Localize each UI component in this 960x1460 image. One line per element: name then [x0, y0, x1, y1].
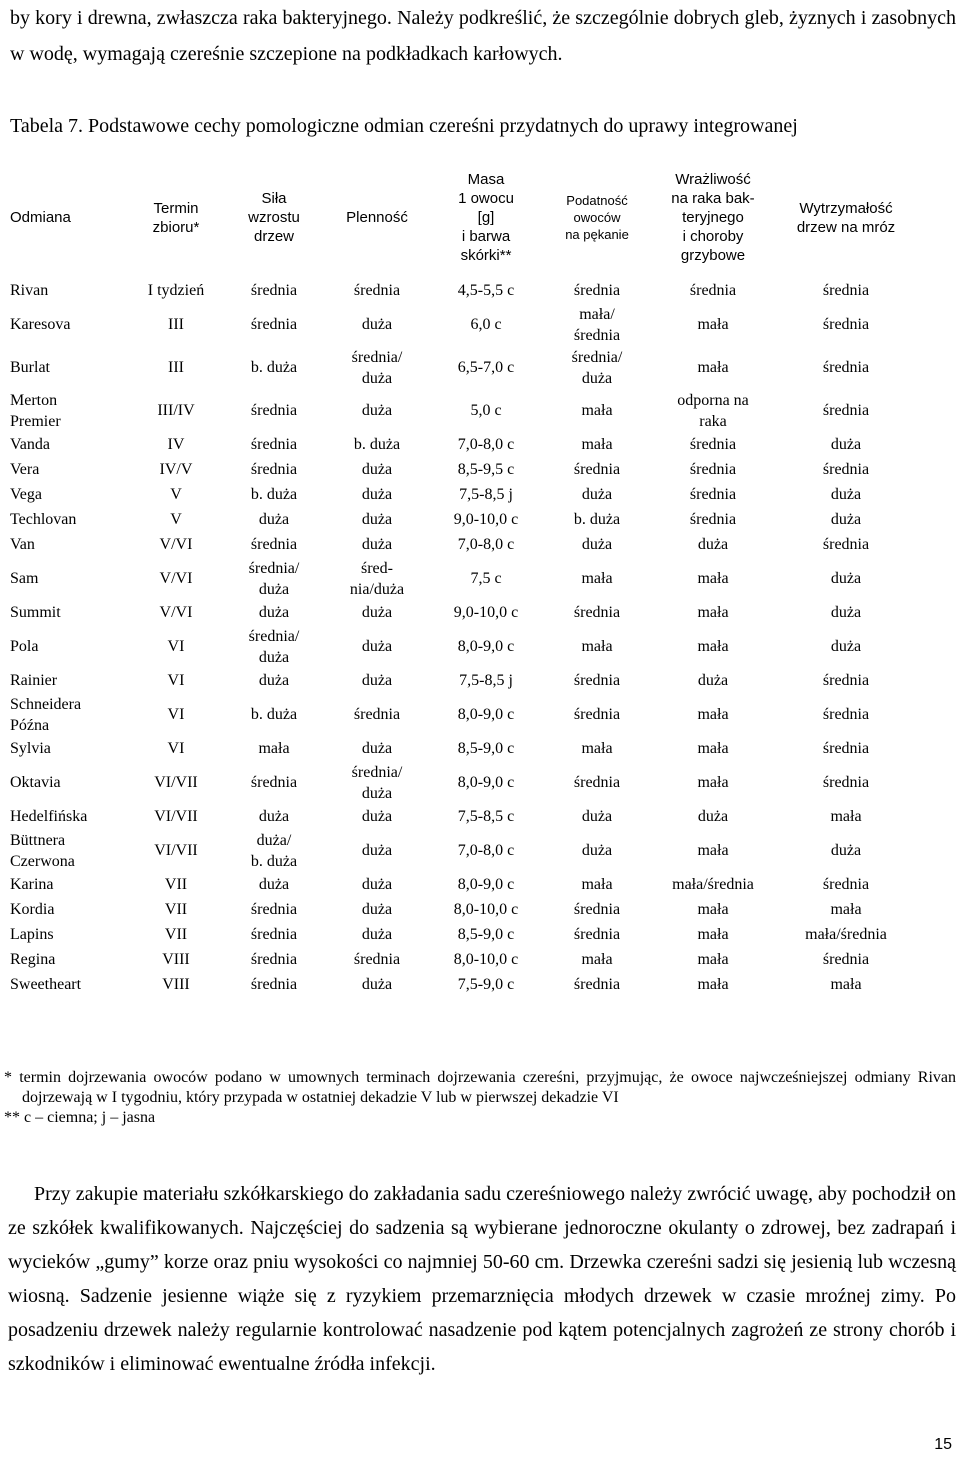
- table-cell: VII: [164, 876, 188, 893]
- table-cell: średnia/ duża: [351, 763, 403, 802]
- table-cell: mała/średnia: [672, 876, 754, 893]
- table-cell: średnia: [250, 976, 298, 993]
- table-cell: 7,0-8,0 c: [457, 536, 515, 553]
- table-cell: duża: [361, 402, 393, 419]
- table-cell: mała: [697, 570, 729, 587]
- table-cell: duża: [361, 808, 393, 825]
- table-cell: 9,0-10,0 c: [453, 511, 519, 528]
- table-cell: duża: [361, 316, 393, 333]
- table-cell: 8,0-9,0 c: [457, 876, 515, 893]
- body-text: Przy zakupie materiału szkółkarskiego do zakładania sadu czereśniowego należy zwrócić uwagę, aby pochodził on ze szkółek kwalifikowanych. Najczęściej do sadzenia są wybierane jednoroczne okulanty o zdrowej, bez zadrapań i wycieków „gumy” korze oraz pniu wysokości co najmniej 50-60 cm. Drzewka czereśni sadzi się jesienią lub wczesną wiosną. Sadzenie jesienne wiąże się z ryzykiem przemarznięcia młodych drzewek w czasie mroźnej zimy. Po posadzeniu drzewek należy regularnie kontrolować nasadzenie pod kątem potencjalnych zagrożeń ze strony chorób i szkodników i eliminować ewentualne źródła infekcji.: [8, 1183, 956, 1375]
- table-cell: średnia: [689, 486, 737, 503]
- table-cell: duża: [830, 486, 862, 503]
- table-cell: 6,0 c: [470, 316, 502, 333]
- table-cell: średnia: [822, 740, 870, 757]
- variety-name-cell: Karesova: [10, 316, 71, 333]
- variety-name-cell: Sweetheart: [10, 976, 82, 993]
- body-paragraph: [8, 1177, 956, 1381]
- table-cell: duża: [258, 604, 290, 621]
- table-cell: VI: [167, 672, 185, 689]
- table-cell: mała: [581, 436, 613, 453]
- table-cell: 4,5-5,5 c: [457, 282, 515, 299]
- table-cell: średnia: [573, 604, 621, 621]
- table-cell: średnia: [573, 774, 621, 791]
- table-cell: IV: [167, 436, 185, 453]
- table-cell: VII: [164, 926, 188, 943]
- table-cell: 7,5-9,0 c: [457, 976, 515, 993]
- table-row: [8, 600, 918, 625]
- header-cell: Plenność: [346, 209, 408, 226]
- variety-name-cell: Van: [10, 536, 35, 553]
- variety-name-cell: Hedelfińska: [10, 808, 88, 825]
- table-cell: b. duża: [250, 486, 298, 503]
- footnote-term: * termin dojrzewania owoców podano w umownych terminach dojrzewania czereśni, przyjmując, że owoce najwcześniejszej odmiany Rivan dojrzewają w I tygodniu, który przypada w ostatniej dekadzie V lub w pierwszej dekadzie VI: [4, 1069, 956, 1106]
- table-cell: średnia: [573, 901, 621, 918]
- table-row: [8, 897, 918, 922]
- table-cell: VI/VII: [154, 774, 198, 791]
- table-cell: mała: [830, 901, 862, 918]
- table-header-row: [8, 157, 918, 278]
- table-cell: duża: [258, 808, 290, 825]
- table-row: [8, 389, 918, 432]
- table-cell: średnia/ duża: [351, 348, 403, 387]
- table-row: [8, 829, 918, 872]
- table-row: [8, 557, 918, 600]
- table-cell: III/IV: [157, 402, 195, 419]
- table-cell: duża: [361, 976, 393, 993]
- table-cell: średnia: [250, 282, 298, 299]
- table-cell: odporna na raka: [677, 391, 749, 430]
- table-cell: duża: [581, 808, 613, 825]
- table-cell: III: [168, 359, 184, 376]
- table-cell: średnia: [689, 511, 737, 528]
- table-row: [8, 457, 918, 482]
- variety-name-cell: Oktavia: [10, 774, 61, 791]
- table-cell: V/VI: [159, 570, 193, 587]
- table-cell: VII: [164, 901, 188, 918]
- table-cell: średnia: [822, 774, 870, 791]
- page-number: 15: [934, 1436, 952, 1453]
- table-row: [8, 532, 918, 557]
- table-cell: mała: [581, 402, 613, 419]
- table-cell: V/VI: [159, 536, 193, 553]
- table-cell: 8,5-9,0 c: [457, 926, 515, 943]
- table-cell: mała: [697, 842, 729, 859]
- variety-name-cell: Merton Premier: [10, 391, 61, 430]
- table-cell: mała: [830, 808, 862, 825]
- table-cell: średnia: [822, 402, 870, 419]
- table-cell: 8,5-9,0 c: [457, 740, 515, 757]
- table-row: [8, 761, 918, 804]
- table-cell: duża: [697, 672, 729, 689]
- table-cell: V: [170, 511, 182, 528]
- header-cell: Odmiana: [10, 209, 71, 226]
- table-cell: duża: [697, 808, 729, 825]
- table-cell: 5,0 c: [470, 402, 502, 419]
- table-row: [8, 278, 918, 303]
- table-cell: VI: [167, 740, 185, 757]
- footnote-color: ** c – ciemna; j – jasna: [4, 1109, 156, 1126]
- table-cell: duża: [361, 740, 393, 757]
- table-cell: średnia: [573, 976, 621, 993]
- table-cell: VI/VII: [154, 808, 198, 825]
- table-cell: VIII: [162, 951, 190, 968]
- table-cell: duża: [258, 876, 290, 893]
- table-cell: VI: [167, 638, 185, 655]
- table-row: [8, 693, 918, 736]
- table-cell: 8,0-9,0 c: [457, 638, 515, 655]
- table-cell: średnia/ duża: [248, 627, 300, 666]
- pomology-table: [8, 157, 918, 997]
- variety-name-cell: Vanda: [10, 436, 50, 453]
- table-cell: mała: [697, 638, 729, 655]
- variety-name-cell: Schneidera Późna: [10, 695, 82, 734]
- table-cell: VI/VII: [154, 842, 198, 859]
- table-cell: średnia: [250, 901, 298, 918]
- table-cell: duża: [830, 511, 862, 528]
- table-cell: średnia: [573, 282, 621, 299]
- table-cell: średnia: [822, 706, 870, 723]
- header-cell: Masa 1 owocu [g] i barwa skórki**: [458, 171, 514, 264]
- table-cell: duża: [361, 461, 393, 478]
- table-cell: VIII: [162, 976, 190, 993]
- table-cell: 7,5 c: [470, 570, 502, 587]
- table-cell: duża: [830, 842, 862, 859]
- table-cell: duża: [258, 672, 290, 689]
- variety-name-cell: Karina: [10, 876, 54, 893]
- table-cell: duża: [830, 638, 862, 655]
- table-cell: średnia: [250, 402, 298, 419]
- table-cell: 8,0-9,0 c: [457, 774, 515, 791]
- table-cell: duża: [361, 672, 393, 689]
- table-cell: mała: [581, 638, 613, 655]
- variety-name-cell: Vera: [10, 461, 40, 478]
- table-cell: duża: [258, 511, 290, 528]
- variety-name-cell: Sylvia: [10, 740, 51, 757]
- table-cell: średnia: [250, 461, 298, 478]
- table-cell: mała/ średnia: [573, 305, 621, 344]
- table-cell: średnia: [353, 282, 401, 299]
- table-cell: 7,0-8,0 c: [457, 436, 515, 453]
- table-cell: średnia: [822, 282, 870, 299]
- table-cell: średnia: [822, 461, 870, 478]
- table-row: [8, 922, 918, 947]
- table-cell: 7,0-8,0 c: [457, 842, 515, 859]
- table-cell: 7,5-8,5 j: [459, 486, 513, 503]
- table-cell: mała: [581, 570, 613, 587]
- table-cell: duża: [361, 511, 393, 528]
- table-cell: mała: [697, 976, 729, 993]
- table-cell: 9,0-10,0 c: [453, 604, 519, 621]
- table-row: [8, 303, 918, 346]
- table-cell: duża: [830, 604, 862, 621]
- table-cell: średnia: [353, 951, 401, 968]
- table-cell: VI: [167, 706, 185, 723]
- table-cell: b. duża: [250, 706, 298, 723]
- table-row: [8, 804, 918, 829]
- table-cell: duża: [361, 536, 393, 553]
- table-cell: duża: [361, 876, 393, 893]
- table-cell: mała: [258, 740, 290, 757]
- table-cell: średnia: [250, 951, 298, 968]
- table-cell: 7,5-8,5 j: [459, 672, 513, 689]
- table-cell: III: [168, 316, 184, 333]
- table-cell: mała: [581, 740, 613, 757]
- table-body: [8, 278, 918, 997]
- table-cell: V: [170, 486, 182, 503]
- table-row: [8, 736, 918, 761]
- variety-name-cell: Sam: [10, 570, 39, 587]
- table-cell: mała: [581, 876, 613, 893]
- table-cell: b. duża: [573, 511, 621, 528]
- variety-name-cell: Kordia: [10, 901, 55, 918]
- table-cell: mała: [697, 926, 729, 943]
- table-row: [8, 872, 918, 897]
- table-cell: 8,5-9,5 c: [457, 461, 515, 478]
- table-cell: średnia: [689, 282, 737, 299]
- header-cell: Wytrzymałość drzew na mróz: [796, 199, 896, 236]
- table-cell: duża: [697, 536, 729, 553]
- table-cell: duża: [581, 842, 613, 859]
- table-cell: 8,0-10,0 c: [453, 901, 519, 918]
- table-row: [8, 947, 918, 972]
- table-cell: mała: [697, 901, 729, 918]
- table-cell: mała/średnia: [805, 926, 887, 943]
- table-cell: mała: [830, 976, 862, 993]
- table-cell: mała: [697, 316, 729, 333]
- table-cell: średnia: [250, 774, 298, 791]
- header-cell: Termin zbioru*: [152, 199, 200, 236]
- table-cell: mała: [697, 706, 729, 723]
- table-cell: średnia: [689, 436, 737, 453]
- variety-name-cell: Burlat: [10, 359, 50, 376]
- table-cell: średnia: [573, 706, 621, 723]
- intro-paragraph: [10, 0, 956, 72]
- table-row: [8, 668, 918, 693]
- table-cell: I tydzień: [147, 282, 205, 299]
- table-cell: duża: [361, 842, 393, 859]
- header-cell: Siła wzrostu drzew: [248, 190, 300, 245]
- table-cell: mała: [697, 951, 729, 968]
- table-cell: średnia: [822, 359, 870, 376]
- table-row: [8, 507, 918, 532]
- table-cell: średnia: [250, 926, 298, 943]
- table-cell: średnia: [822, 672, 870, 689]
- table-cell: średnia: [822, 876, 870, 893]
- table-cell: duża: [361, 486, 393, 503]
- table-cell: IV/V: [159, 461, 193, 478]
- variety-name-cell: Büttnera Czerwona: [10, 831, 75, 870]
- table-cell: b. duża: [250, 359, 298, 376]
- table-cell: średnia: [250, 536, 298, 553]
- variety-name-cell: Pola: [10, 638, 39, 655]
- variety-name-cell: Summit: [10, 604, 61, 621]
- header-cell: Wrażliwość na raka bak- teryjnego i choroby grzybowe: [671, 171, 755, 264]
- table-cell: mała: [697, 774, 729, 791]
- variety-name-cell: Vega: [10, 486, 42, 503]
- table-cell: duża: [361, 604, 393, 621]
- table-cell: b. duża: [353, 436, 401, 453]
- table-cell: średnia: [573, 926, 621, 943]
- table-cell: duża: [830, 436, 862, 453]
- table-cell: średnia: [573, 672, 621, 689]
- variety-name-cell: Lapins: [10, 926, 54, 943]
- table-cell: 8,0-9,0 c: [457, 706, 515, 723]
- table-cell: średnia: [250, 436, 298, 453]
- footnotes: [4, 1068, 956, 1128]
- table-cell: V/VI: [159, 604, 193, 621]
- table-cell: śred- nia/duża: [349, 559, 405, 598]
- table-cell: średnia/ duża: [571, 348, 623, 387]
- variety-name-cell: Rivan: [10, 282, 49, 299]
- variety-name-cell: Rainier: [10, 672, 58, 689]
- table-cell: średnia: [822, 536, 870, 553]
- table-cell: 6,5-7,0 c: [457, 359, 515, 376]
- table-cell: 7,5-8,5 c: [457, 808, 515, 825]
- table-cell: 8,0-10,0 c: [453, 951, 519, 968]
- header-cell: Podatność owoców na pękanie: [565, 193, 629, 242]
- table-cell: średnia: [822, 951, 870, 968]
- table-cell: duża: [830, 570, 862, 587]
- table-cell: średnia: [573, 461, 621, 478]
- table-row: [8, 482, 918, 507]
- table-row: [8, 346, 918, 389]
- table-row: [8, 972, 918, 997]
- table-row: [8, 625, 918, 668]
- table-cell: duża: [361, 638, 393, 655]
- table-row: [8, 432, 918, 457]
- table-cell: mała: [697, 740, 729, 757]
- table-cell: mała: [697, 359, 729, 376]
- table-cell: duża: [361, 901, 393, 918]
- table-cell: średnia: [250, 316, 298, 333]
- table-cell: duża: [581, 486, 613, 503]
- table-cell: duża/ b. duża: [250, 831, 298, 870]
- intro-text: by kory i drewna, zwłaszcza raka bakteryjnego. Należy podkreślić, że szczególnie dobrych gleb, żyznych i zasobnych w wodę, wymagają czereśnie szczepione na podkładkach karłowych.: [10, 7, 956, 65]
- table-cell: mała: [581, 951, 613, 968]
- table-cell: duża: [581, 536, 613, 553]
- table-cell: średnia: [689, 461, 737, 478]
- table-cell: średnia/ duża: [248, 559, 300, 598]
- table-cell: mała: [697, 604, 729, 621]
- table-caption: Tabela 7. Podstawowe cechy pomologiczne odmian czereśni przydatnych do uprawy integrowanej: [10, 115, 798, 137]
- variety-name-cell: Regina: [10, 951, 56, 968]
- variety-name-cell: Techlovan: [10, 511, 77, 528]
- table-cell: średnia: [353, 706, 401, 723]
- table-cell: średnia: [822, 316, 870, 333]
- table-cell: duża: [361, 926, 393, 943]
